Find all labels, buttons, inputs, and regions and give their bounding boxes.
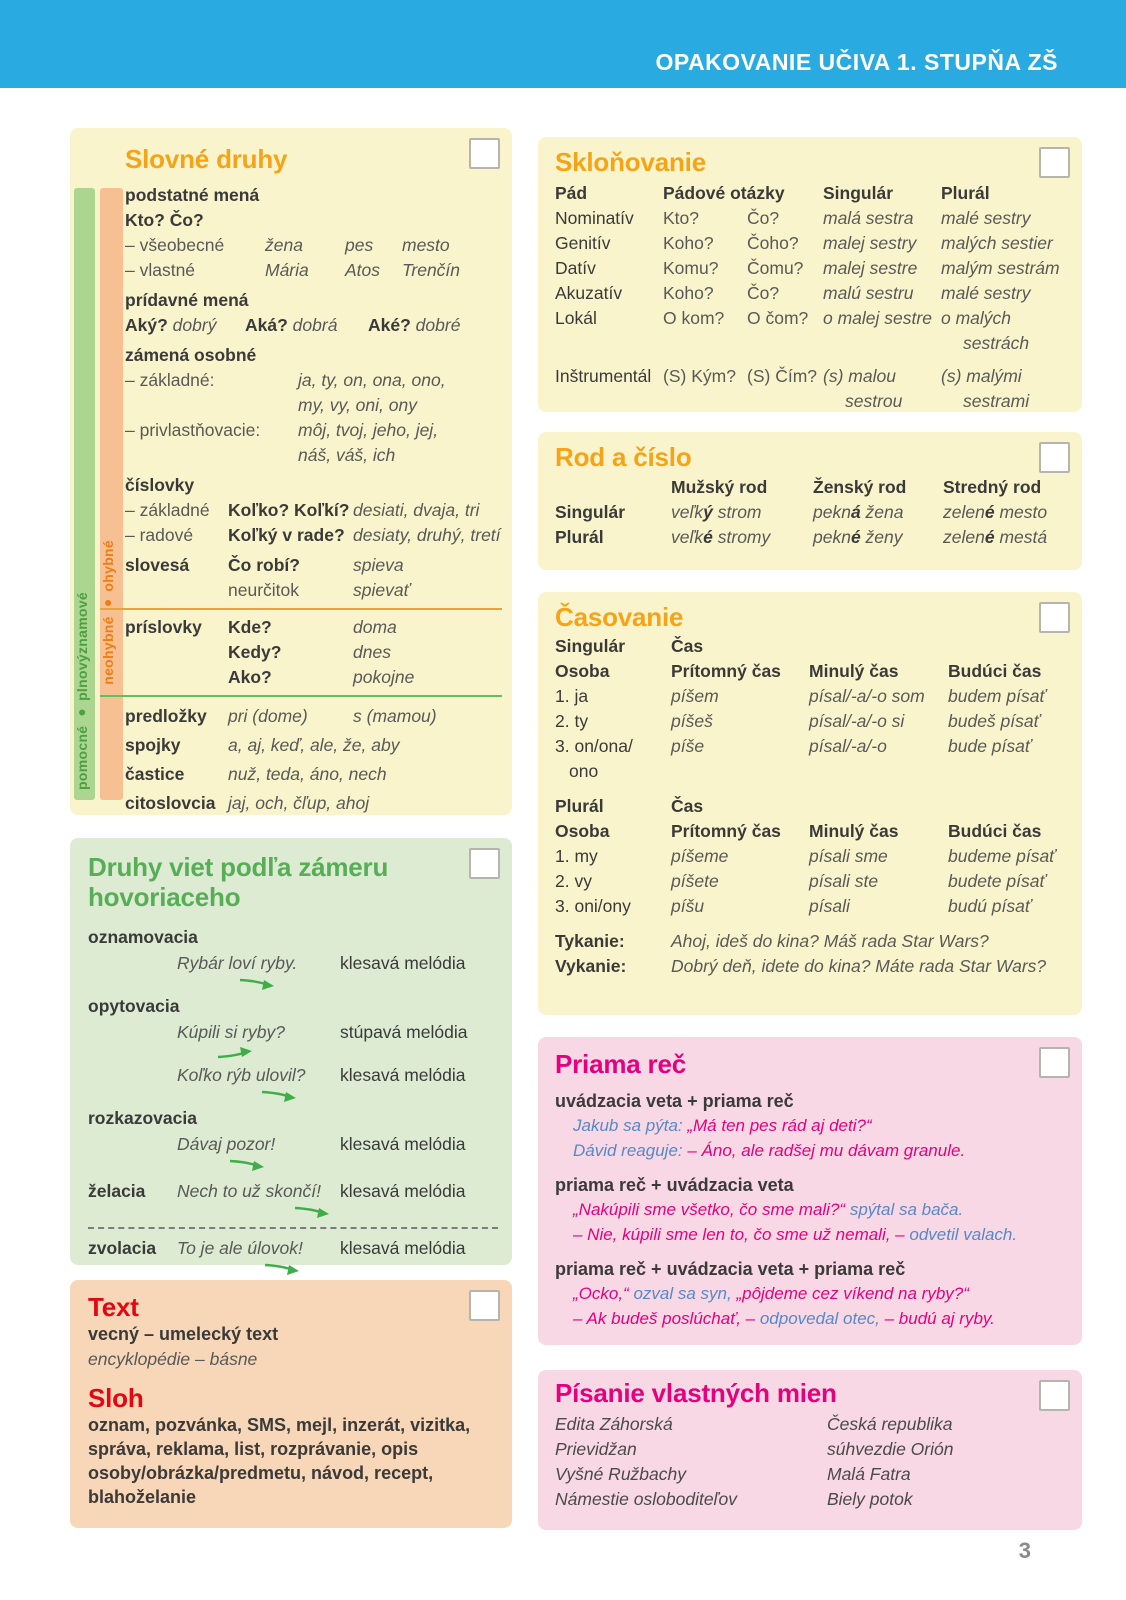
example-row: Koľko rýb ulovil? klesavá melódia	[177, 1065, 466, 1085]
table-row: Ako? pokojne	[228, 667, 415, 687]
pisanie-content	[555, 1378, 1070, 1512]
table-row: príslovky Kde? doma	[125, 617, 397, 637]
table-row: – základné: ja, ty, on, ona, ono,	[125, 370, 446, 390]
casovanie-content	[555, 602, 1070, 979]
table-row-wrap: sestrou sestrami	[845, 391, 1030, 411]
page-number: 3	[1018, 1538, 1031, 1563]
section-title: Sloh	[88, 1383, 144, 1413]
table-row: Lokál O kom? O čom? o malej sestre o malých	[555, 308, 1012, 328]
section-title: Druhy viet podľa zámeru hovoriaceho	[88, 852, 389, 912]
section-casovanie	[538, 592, 1082, 1015]
melody-arrow-row	[238, 976, 498, 993]
section-title: Text	[88, 1292, 139, 1322]
sloh-genres: oznam, pozvánka, SMS, mejl, inzerát, vizitka, správa, reklama, list, rozprávanie, opis osoby/obrázka/predmetu, návod, recept, blahoželanie	[88, 1415, 471, 1507]
table-row: 3. on/ona/ píše písal/-a/-o bude písať	[555, 736, 1032, 756]
subsection-label: číslovky	[125, 475, 195, 495]
word-class-bar-full-auxiliary	[74, 188, 95, 800]
speech-line: „Nakúpili sme všetko, čo sme mali?“ spýtal sa bača.	[573, 1200, 964, 1219]
text-line: vecný – umelecký text	[88, 1324, 279, 1344]
pattern-heading: priama reč + uvádzacia veta	[555, 1175, 794, 1195]
example-row: Dávaj pozor! klesavá melódia	[177, 1134, 466, 1154]
table-row: spojky a, aj, keď, ale, že, aby	[125, 735, 400, 755]
section-slovne-druhy	[70, 128, 512, 815]
table-row: citoslovcia jaj, och, čľup, ahoj	[125, 793, 370, 813]
speech-line: – Ak budeš poslúchať, – odpovedal otec, – budú aj ryby.	[573, 1309, 995, 1328]
section-sklonovanie	[538, 137, 1082, 412]
table-row: my, vy, oni, ony	[298, 395, 417, 415]
table-row: 3. oni/ony píšu písali budú písať	[555, 896, 1032, 916]
druhy-viet-content	[88, 852, 498, 1278]
table-row: častice nuž, teda, áno, nech	[125, 764, 387, 784]
table-row: Vyšné Ružbachy Malá Fatra	[555, 1464, 911, 1484]
sentence-type-label: opytovacia	[88, 996, 180, 1016]
divider-plnovyznamove-pomocne	[100, 695, 502, 697]
page-header-band	[0, 0, 1126, 88]
priama-content	[555, 1049, 1070, 1331]
text-sloh-content	[88, 1292, 496, 1509]
melody-arrow-row	[263, 1261, 498, 1278]
table-group-row: Singulár Čas	[555, 636, 704, 656]
table-row-wrap: sestrách	[963, 333, 1030, 353]
section-title: Časovanie	[555, 602, 684, 632]
falling-arrow-icon	[263, 1261, 303, 1277]
section-druhy-viet	[70, 838, 512, 1265]
section-title: Rod a číslo	[555, 442, 692, 472]
melody-arrow-row	[228, 1157, 498, 1174]
divider-ohybne-neohybne	[100, 608, 502, 610]
table-row-wrap: ono	[569, 761, 599, 781]
table-row: – všeobecné žena pes mesto	[125, 235, 450, 255]
rising-arrow-icon	[216, 1045, 256, 1061]
melody-arrow-row	[260, 1088, 498, 1105]
tykanie-row: Tykanie: Ahoj, ideš do kina? Máš rada Star Wars?	[555, 931, 989, 951]
section-title: Slovné druhy	[125, 144, 288, 174]
section-title: Priama reč	[555, 1049, 686, 1079]
falling-arrow-icon	[228, 1157, 268, 1173]
sklonovanie-content	[555, 147, 1070, 414]
table-row: náš, váš, ich	[298, 445, 396, 465]
section-pisanie-vlastnych-mien	[538, 1370, 1082, 1530]
table-row: Datív Komu? Čomu? malej sestre malým sestrám	[555, 258, 1060, 278]
dashed-divider	[88, 1227, 498, 1229]
checkbox[interactable]	[469, 138, 500, 169]
melody-arrow-row	[216, 1045, 498, 1062]
table-header-row: Osoba Prítomný čas Minulý čas Budúci čas	[555, 821, 1042, 841]
table-header-row: Pád Pádové otázky Singulár Plurál	[555, 183, 990, 203]
example-row: Kúpili si ryby? stúpavá melódia	[177, 1022, 468, 1042]
speech-line: „Ocko,“ ozval sa syn, „pôjdeme cez víkend na ryby?“	[573, 1284, 969, 1303]
slovne-druhy-content	[125, 178, 502, 818]
table-row: predložky pri (dome) s (mamou)	[125, 706, 437, 726]
example-row: želacia Nech to už skončí! klesavá melódia	[88, 1181, 466, 1201]
table-row: – základné Koľko? Koľkí? desiati, dvaja, tri	[125, 500, 480, 520]
table-row: Aký? dobrý Aká? dobrá Aké? dobré	[125, 315, 461, 335]
table-row: Námestie osloboditeľov Biely potok	[555, 1489, 913, 1509]
sentence-type-label: rozkazovacia	[88, 1108, 197, 1128]
table-row: Edita Záhorská Česká republika	[555, 1414, 953, 1434]
falling-arrow-icon	[260, 1088, 300, 1104]
vykanie-row: Vykanie: Dobrý deň, idete do kina? Máte rada Star Wars?	[555, 956, 1047, 976]
table-row: – privlastňovacie: môj, tvoj, jeho, jej,	[125, 420, 439, 440]
table-header-row: Mužský rod Ženský rod Stredný rod	[671, 477, 1042, 497]
falling-arrow-icon	[293, 1204, 333, 1220]
table-row: 1. my píšeme písali sme budeme písať	[555, 846, 1056, 866]
table-row: Kedy? dnes	[228, 642, 391, 662]
bar-label-pomocne-plnovyznamove: pomocné ● plnovýznamové	[74, 592, 90, 790]
pattern-heading: uvádzacia veta + priama reč	[555, 1091, 794, 1111]
speech-line: Dávid reaguje: – Áno, ale radšej mu dávam granule.	[573, 1141, 966, 1160]
table-row: Inštrumentál (S) Kým? (S) Čím? (s) malou (s) malými	[555, 366, 1022, 386]
speech-line: Jakub sa pýta: „Má ten pes rád aj deti?“	[573, 1116, 872, 1135]
section-title: Písanie vlastných mien	[555, 1378, 837, 1408]
section-priama-rec	[538, 1037, 1082, 1345]
text-examples: encyklopédie – básne	[88, 1349, 258, 1369]
subsection-label: podstatné mená	[125, 185, 260, 205]
question-line: Kto? Čo?	[125, 210, 204, 230]
subsection-label: zámená osobné	[125, 345, 257, 365]
table-row: 2. vy píšete písali ste budete písať	[555, 871, 1046, 891]
table-row: Nominatív Kto? Čo? malá sestra malé sestry	[555, 208, 1031, 228]
example-row: Rybár loví ryby. klesavá melódia	[177, 953, 466, 973]
table-row: – radové Koľký v rade? desiaty, druhý, tretí	[125, 525, 501, 545]
table-row: Akuzatív Koho? Čo? malú sestru malé sestry	[555, 283, 1031, 303]
bar-label-neohybne-ohybne: neohybné ● ohybné	[100, 540, 116, 685]
falling-arrow-icon	[238, 976, 278, 992]
pattern-heading: priama reč + uvádzacia veta + priama reč	[555, 1259, 906, 1279]
page-header-title: OPAKOVANIE UČIVA 1. STUPŇA ZŠ	[655, 49, 1058, 75]
table-row: Genitív Koho? Čoho? malej sestry malých sestier	[555, 233, 1053, 253]
table-group-row: Plurál Čas	[555, 796, 704, 816]
section-text-sloh	[70, 1280, 512, 1528]
table-row: Prievidžan súhvezdie Orión	[555, 1439, 954, 1459]
table-row: slovesá Čo robí? spieva	[125, 555, 404, 575]
table-row: – vlastné Mária Atos Trenčín	[125, 260, 461, 280]
speech-line: – Nie, kúpili sme len to, čo sme už nemali, – odvetil valach.	[573, 1225, 1018, 1244]
example-row: zvolacia To je ale úlovok! klesavá melódia	[88, 1238, 466, 1258]
table-row: Singulár veľký strom pekná žena zelené mesto	[555, 502, 1048, 522]
section-title: Skloňovanie	[555, 147, 706, 177]
table-row: Plurál veľké stromy pekné ženy zelené mestá	[555, 527, 1048, 547]
sentence-type-label: oznamovacia	[88, 927, 198, 947]
subsection-label: prídavné mená	[125, 290, 249, 310]
table-row: 1. ja píšem písal/-a/-o som budem písať	[555, 686, 1046, 706]
rod-content	[555, 442, 1070, 550]
table-row: neurčitok spievať	[228, 580, 410, 600]
table-header-row: Osoba Prítomný čas Minulý čas Budúci čas	[555, 661, 1042, 681]
table-row: 2. ty píšeš písal/-a/-o si budeš písať	[555, 711, 1040, 731]
section-rod-a-cislo	[538, 432, 1082, 570]
melody-arrow-row	[293, 1204, 498, 1221]
word-class-bar-flexible-inflexible	[100, 188, 123, 800]
